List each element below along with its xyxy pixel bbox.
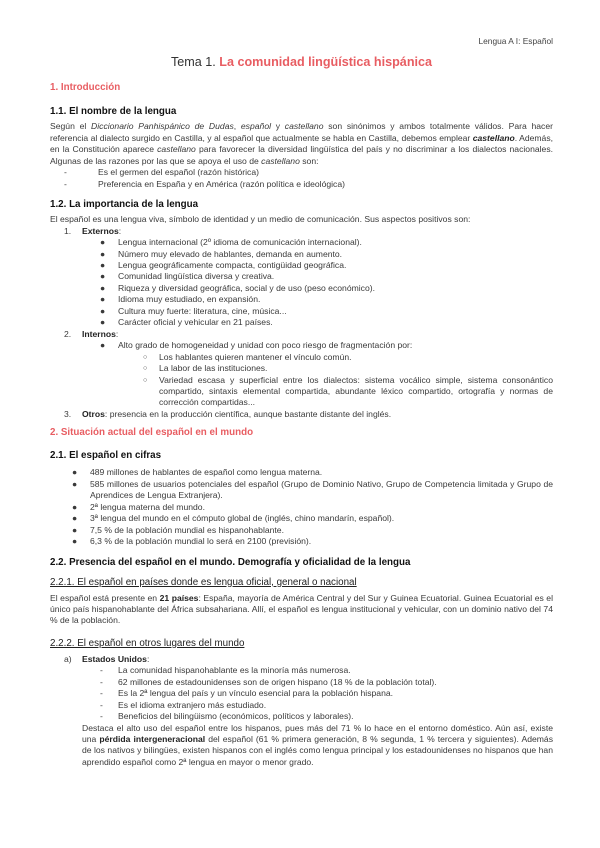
list-item: - Es la 2ª lengua del país y un vínculo esencial para la población hispana.	[100, 688, 394, 699]
list-item: ● 585 millones de usuarios potenciales del español (Grupo de Dominio Nativo, Grupo de Competencia limitada y Grupo de Aprendices de Lengua Extranjera).	[72, 478, 553, 501]
text: 489 millones de hablantes de español como lengua materna.	[90, 467, 323, 478]
text: castellano	[261, 155, 300, 166]
section-1-2-intro: El español es una lengua viva, símbolo de identidad y un medio de comunicación. Sus aspectos positivos son:	[50, 214, 471, 225]
list-item-otros	[50, 409, 553, 420]
text: 6,3 % de la población mundial lo será en 2100 (previsión).	[90, 536, 312, 547]
text: Es la 2ª lengua del país y un vínculo esencial para la población hispana.	[118, 688, 394, 699]
text: Diccionario Panhispánico de Dudas	[91, 121, 234, 132]
section-2-2-1-paragraph	[50, 593, 553, 627]
text: 2.	[64, 328, 72, 339]
text: Carácter oficial y vehicular en 21 países.	[118, 317, 273, 328]
text: Destaca el alto uso del español entre los hispanos, pues más del 71 % lo hace en el entorno doméstico. Aún así, existe una	[82, 722, 553, 745]
list-item-internos: 2. Internos:	[64, 328, 119, 339]
section-2-2-heading: 2.2. Presencia del español en el mundo. Demografía y oficialidad de la lengua	[50, 556, 411, 568]
text: castellano	[157, 144, 196, 155]
text: El español está presente en	[50, 592, 160, 603]
text: 62 millones de estadounidenses son de origen hispano (18 % de la población total).	[118, 676, 437, 687]
text: Número muy elevado de hablantes, demanda en aumento.	[118, 248, 343, 259]
text: ,	[233, 121, 241, 132]
text: Lengua internacional (2º idioma de comunicación internacional).	[118, 237, 362, 248]
list-item: ○ Los hablantes quieren mantener el vínculo común.	[143, 351, 352, 362]
section-1-2-heading: 1.2. La importancia de la lengua	[50, 199, 199, 211]
text: Lengua geográficamente compacta, contigüidad geográfica.	[118, 259, 347, 270]
list-item: ● 7,5 % de la población mundial es hispanohablante.	[72, 524, 284, 535]
section-2-2-1-heading: 2.2.1. El español en países donde es lengua oficial, general o nacional	[50, 576, 357, 588]
text: 3.	[64, 408, 72, 419]
list-item: ● Carácter oficial y vehicular en 21 países.	[100, 317, 273, 328]
page-header: Lengua A I: Español	[478, 36, 553, 46]
list-item: ● Comunidad lingüística diversa y creativa.	[100, 271, 275, 282]
list-item: - 62 millones de estadounidenses son de origen hispano (18 % de la población total).	[100, 676, 437, 687]
text: : presencia en la producción científica, aunque bastante distante del inglés.	[104, 408, 392, 419]
list-item: - Beneficios del bilingüismo (económicos, políticos y laborales).	[100, 711, 354, 722]
section-1-1-paragraph	[50, 121, 553, 167]
list-item: ● Lengua internacional (2º idioma de comunicación internacional).	[100, 237, 362, 248]
text: son:	[299, 155, 319, 166]
text: Internos	[82, 328, 116, 339]
estados-unidos-paragraph	[50, 723, 553, 769]
list-item: ● 6,3 % de la población mundial lo será en 2100 (previsión).	[72, 536, 312, 547]
text: 1.	[64, 225, 72, 236]
text: español	[240, 121, 272, 132]
list-item: ● Alto grado de homogeneidad y unidad con poco riesgo de fragmentación por:	[100, 340, 413, 351]
text: 21 países	[159, 592, 199, 603]
text: Beneficios del bilingüismo (económicos, políticos y laborales).	[118, 711, 354, 722]
list-item: ● Lengua geográficamente compacta, contigüidad geográfica.	[100, 259, 347, 270]
list-item: ○ La labor de las instituciones.	[143, 363, 268, 374]
document-page	[50, 36, 553, 768]
text: 3ª lengua del mundo en el cómputo global de (inglés, chino mandarín, español).	[90, 513, 395, 524]
title-main: La comunidad lingüística hispánica	[219, 55, 433, 70]
text: Variedad escasa y superficial entre los dialectos: sistema vocálico simple, sistema consonántico compartido, sintaxis elemental compartida, abundante léxico compartido, ortografía y normas de corrección compartidas...	[159, 374, 553, 408]
text: : España, mayoría de América Central y del Sur y Guinea Ecuatorial. Guinea Ecuatorial es el único país hispanohablante del África subsahariana. Allí, el español es lengua institucional y vehicular, con un dominio nativo del 74 % de la población.	[50, 592, 553, 626]
list-item: ● Número muy elevado de hablantes, demanda en aumento.	[100, 248, 343, 259]
text: Según el	[50, 121, 92, 132]
section-2-heading: 2. Situación actual del español en el mundo	[50, 427, 254, 439]
text: Externos	[82, 225, 119, 236]
text: a)	[64, 653, 72, 664]
list-item: ● 489 millones de hablantes de español como lengua materna.	[72, 467, 323, 478]
list-item: - Es el idioma extranjero más estudiado.	[100, 699, 267, 710]
text: 2ª lengua materna del mundo.	[90, 501, 205, 512]
section-2-2-2-heading: 2.2.2. El español en otros lugares del mundo	[50, 637, 245, 649]
list-item: ● Cultura muy fuerte: literatura, cine, música...	[100, 305, 287, 316]
text: Riqueza y diversidad geográfica, social y de uso (peso económico).	[118, 282, 375, 293]
text: castellano	[284, 121, 324, 132]
text: 585 millones de usuarios potenciales del español (Grupo de Dominio Nativo, Grupo de Competencia limitada y Grupo de Aprendices de Lengua Extranjera).	[90, 478, 553, 501]
text: pérdida intergeneracional	[99, 734, 206, 745]
text: Estados Unidos	[82, 653, 147, 664]
text: y	[271, 121, 285, 132]
text: Es el idioma extranjero más estudiado.	[118, 699, 267, 710]
list-item: ○ Variedad escasa y superficial entre los dialectos: sistema vocálico simple, sistema consonántico compartido, sintaxis elemental compartida, abundante léxico compartido, ortografía y normas de corrección compartidas...	[143, 374, 553, 408]
text: Preferencia en España y en América (razón política e ideológica)	[98, 178, 345, 189]
text: Alto grado de homogeneidad y unidad con poco riesgo de fragmentación por:	[118, 340, 413, 351]
document-title	[50, 55, 553, 70]
list-item: - Es el germen del español (razón histórica)	[64, 167, 259, 178]
text: son sinónimos y ambos totalmente válidos. Para hacer referencia al dialecto surgido en Castilla, y al español que actualmente se habla en Castilla, debemos emplear	[50, 121, 553, 143]
list-item-estados-unidos: a) Estados Unidos:	[64, 653, 150, 664]
text: para favorecer la diversidad lingüística del país y no discriminar a los dialectos nacionales. Algunas de las razones por las que se apoya el uso de	[50, 144, 553, 166]
text: Cultura muy fuerte: literatura, cine, música...	[118, 305, 287, 316]
list-item: ● 3ª lengua del mundo en el cómputo global de (inglés, chino mandarín, español).	[72, 513, 395, 524]
list-item: - La comunidad hispanohablante es la minoría más numerosa.	[100, 665, 351, 676]
section-1-heading: 1. Introducción	[50, 82, 121, 94]
text: La labor de las instituciones.	[159, 363, 268, 374]
text: 7,5 % de la población mundial es hispanohablante.	[90, 524, 284, 535]
text: del español (61 % primera generación, 8 % segunda, 1 % tercera y siguientes). Además de los nativos y bilingües, existen hispanos con el inglés como lengua principal y los estadounidenses no hispanos que han aprendido español como 2ª lengua en mayor o menor grado.	[82, 734, 553, 767]
text: Los hablantes quieren mantener el vínculo común.	[159, 351, 352, 362]
section-2-1-heading: 2.1. El español en cifras	[50, 450, 162, 462]
text: La comunidad hispanohablante es la minoría más numerosa.	[118, 665, 351, 676]
section-1-1-heading: 1.1. El nombre de la lengua	[50, 106, 177, 118]
text: Es el germen del español (razón histórica)	[98, 167, 259, 178]
title-prefix: Tema 1.	[170, 55, 216, 70]
text: Otros	[82, 408, 105, 419]
text: . Además, en la Constitución aparece	[50, 132, 554, 155]
list-item-externos: 1. Externos:	[64, 225, 122, 236]
list-item: ● 2ª lengua materna del mundo.	[72, 501, 205, 512]
text: Comunidad lingüística diversa y creativa.	[118, 271, 275, 282]
list-item: - Preferencia en España y en América (razón política e ideológica)	[64, 178, 345, 189]
text: castellano	[472, 132, 515, 143]
text: Idioma muy estudiado, en expansión.	[118, 294, 261, 305]
list-item: ● Riqueza y diversidad geográfica, social y de uso (peso económico).	[100, 282, 375, 293]
list-item: ● Idioma muy estudiado, en expansión.	[100, 294, 261, 305]
